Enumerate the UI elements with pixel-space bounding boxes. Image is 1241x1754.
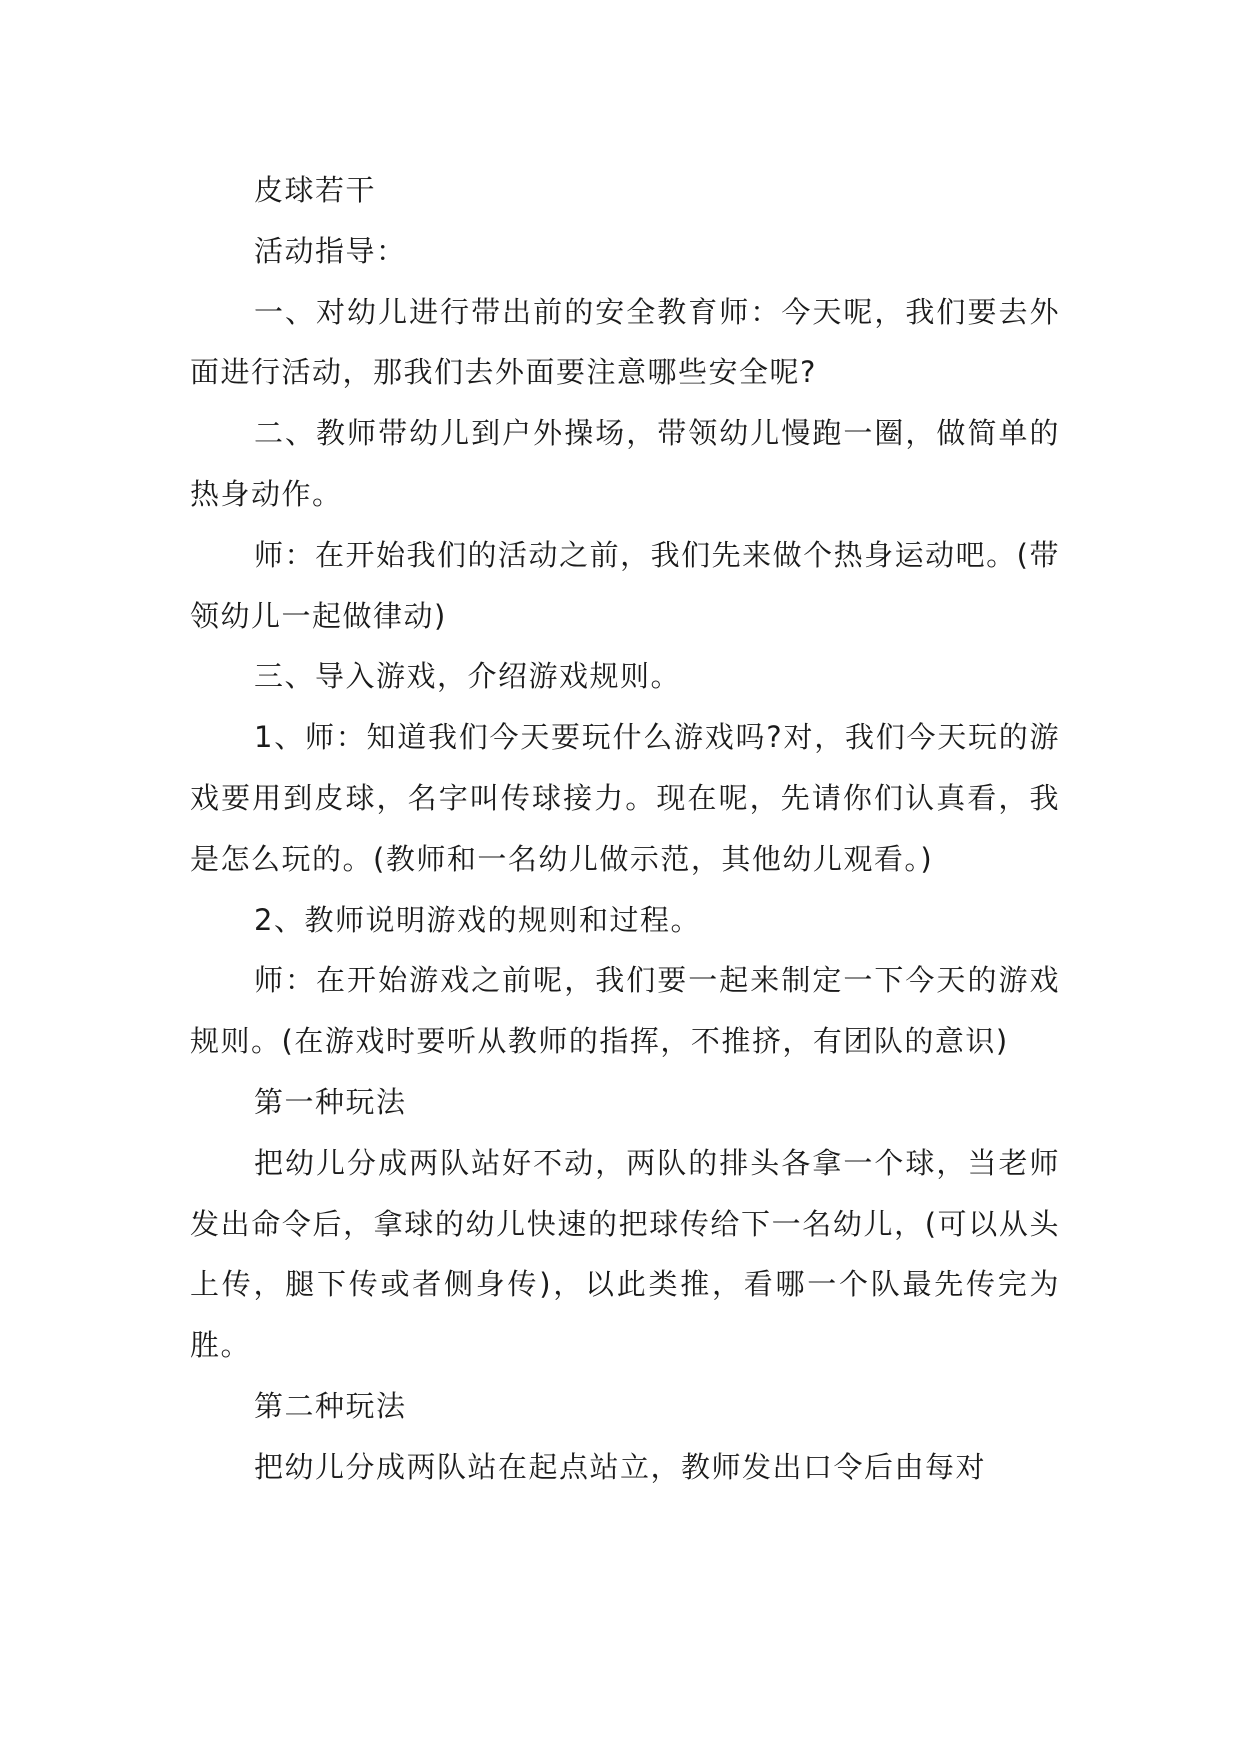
paragraph-rules-detail: 师：在开始游戏之前呢，我们要一起来制定一下今天的游戏规则。(在游戏时要听从教师的指挥，不推挤，有团队的意识) (190, 963, 1060, 1059)
paragraph-materials: 皮球若干 (254, 173, 377, 207)
paragraph-method-two-heading: 第二种玩法 (254, 1388, 407, 1423)
paragraph-step-three: 三、导入游戏，介绍游戏规则。 (254, 659, 682, 694)
document-body (190, 160, 1060, 1498)
paragraph-game-intro: 1、师：知道我们今天要玩什么游戏吗?对，我们今天玩的游戏要用到皮球，名字叫传球接力。现在呢，先请你们认真看，我是怎么玩的。(教师和一名幼儿做示范，其他幼儿观看。) (190, 720, 1060, 876)
paragraph-rules-explain: 2、教师说明游戏的规则和过程。 (254, 902, 701, 937)
paragraph-step-one: 一、对幼儿进行带出前的安全教育师：今天呢，我们要去外面进行活动，那我们去外面要注意哪些安全呢? (190, 294, 1060, 390)
paragraph-method-two: 把幼儿分成两队站在起点站立，教师发出口令后由每对 (254, 1449, 987, 1484)
paragraph-method-one-heading: 第一种玩法 (254, 1084, 407, 1119)
paragraph-warmup: 师：在开始我们的活动之前，我们先来做个热身运动吧。(带领幼儿一起做律动) (190, 537, 1060, 633)
paragraph-activity-guide-heading: 活动指导： (254, 233, 407, 268)
paragraph-method-one: 把幼儿分成两队站好不动，两队的排头各拿一个球，当老师发出命令后，拿球的幼儿快速的把球传给下一名幼儿，(可以从头上传，腿下传或者侧身传)，以此类推，看哪一个队最先传完为胜。 (190, 1145, 1060, 1363)
paragraph-step-two: 二、教师带幼儿到户外操场，带领幼儿慢跑一圈，做简单的热身动作。 (190, 416, 1060, 511)
